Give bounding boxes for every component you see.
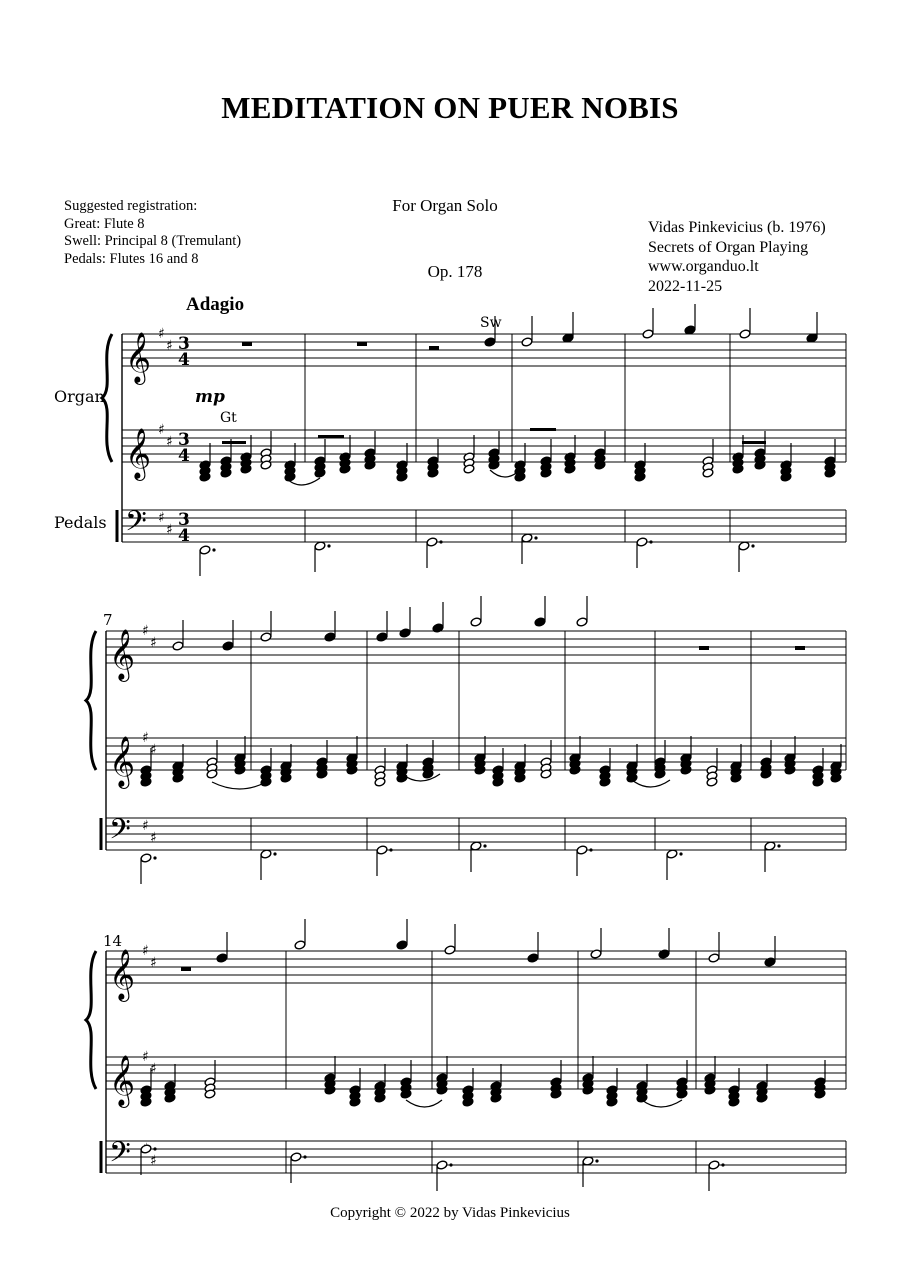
dot bbox=[273, 852, 276, 855]
bass-clef-icon: 𝄢 bbox=[109, 1136, 131, 1176]
beam bbox=[318, 435, 344, 438]
pedals-label: Pedals bbox=[54, 513, 107, 532]
note-head bbox=[444, 945, 456, 955]
note-head bbox=[658, 949, 670, 959]
bass-clef-icon: 𝄢 bbox=[109, 813, 131, 853]
note-head bbox=[432, 623, 444, 633]
time-signature-bottom: 4 bbox=[178, 446, 190, 466]
manual-label-swell: Sw bbox=[480, 315, 502, 331]
sharp-icon: ♯ bbox=[150, 955, 157, 971]
note-head bbox=[534, 617, 546, 627]
organ-label: Organ bbox=[54, 387, 105, 406]
measure-number: 7 bbox=[103, 611, 113, 629]
note-head bbox=[294, 940, 306, 950]
dot bbox=[449, 1163, 452, 1166]
sharp-icon: ♯ bbox=[158, 510, 165, 526]
pedal-note-head bbox=[290, 1152, 302, 1162]
treble-clef-icon: 𝄞 bbox=[125, 332, 152, 383]
treble-clef-icon: 𝄞 bbox=[109, 949, 136, 1000]
registration-heading: Suggested registration: bbox=[64, 198, 198, 214]
dot bbox=[534, 536, 537, 539]
page-title: MEDITATION ON PUER NOBIS bbox=[221, 90, 679, 125]
pedal-note-head bbox=[426, 537, 438, 547]
time-signature-top: 3 bbox=[178, 334, 190, 354]
note-head bbox=[260, 632, 272, 642]
tempo-marking: Adagio bbox=[186, 294, 245, 315]
dot bbox=[649, 540, 652, 543]
time-signature-top: 3 bbox=[178, 510, 190, 530]
beam bbox=[742, 441, 766, 444]
dot bbox=[595, 1159, 598, 1162]
dot bbox=[589, 848, 592, 851]
whole-rest bbox=[699, 646, 709, 650]
pedal-note-head bbox=[376, 845, 388, 855]
treble-clef-icon: 𝄞 bbox=[109, 1055, 136, 1106]
note-head bbox=[764, 957, 776, 967]
beam bbox=[222, 441, 246, 444]
pedal-note-head bbox=[576, 845, 588, 855]
dot bbox=[327, 544, 330, 547]
sharp-icon: ♯ bbox=[166, 434, 173, 450]
whole-rest bbox=[357, 342, 367, 346]
note-head bbox=[590, 949, 602, 959]
sharp-icon: ♯ bbox=[142, 818, 149, 834]
composer-series: Secrets of Organ Playing bbox=[648, 238, 809, 256]
manual-label-great: Gt bbox=[220, 410, 237, 426]
note-head bbox=[484, 337, 496, 347]
note-head bbox=[399, 628, 411, 638]
dot bbox=[483, 844, 486, 847]
registration-swell: Swell: Principal 8 (Tremulant) bbox=[64, 233, 242, 249]
tie bbox=[632, 780, 670, 787]
pedal-note-head bbox=[636, 537, 648, 547]
tie bbox=[406, 1100, 442, 1107]
bass-clef-icon: 𝄢 bbox=[125, 505, 147, 545]
tie bbox=[402, 774, 440, 781]
treble-clef-icon: 𝄞 bbox=[125, 428, 152, 479]
registration-pedals: Pedals: Flutes 16 and 8 bbox=[64, 250, 199, 267]
time-signature-bottom: 4 bbox=[178, 526, 190, 546]
time-signature-top: 3 bbox=[178, 430, 190, 450]
dot bbox=[751, 544, 754, 547]
time-signature-bottom: 4 bbox=[178, 350, 190, 370]
sharp-icon: ♯ bbox=[166, 338, 173, 354]
dot bbox=[212, 548, 215, 551]
dot bbox=[303, 1155, 306, 1158]
note-head bbox=[216, 953, 228, 963]
pedal-note-head bbox=[140, 853, 152, 863]
measure-number: 14 bbox=[103, 932, 123, 950]
sharp-icon: ♯ bbox=[150, 830, 157, 846]
opus-number: Op. 178 bbox=[427, 262, 483, 281]
dynamic-marking: mp bbox=[195, 387, 225, 407]
note-head bbox=[396, 940, 408, 950]
treble-clef-icon: 𝄞 bbox=[109, 629, 136, 680]
sharp-icon: ♯ bbox=[150, 635, 157, 651]
composition-date: 2022-11-25 bbox=[648, 277, 723, 295]
sharp-icon: ♯ bbox=[142, 623, 149, 639]
beam bbox=[530, 428, 556, 431]
dot bbox=[153, 856, 156, 859]
dot bbox=[777, 844, 780, 847]
pedal-note-head bbox=[436, 1160, 448, 1170]
treble-clef-icon: 𝄞 bbox=[109, 736, 136, 787]
pedal-note-head bbox=[708, 1160, 720, 1170]
composer-website: www.organduo.lt bbox=[648, 258, 759, 275]
tie bbox=[642, 1100, 682, 1107]
sharp-icon: ♯ bbox=[158, 422, 165, 438]
note-head bbox=[324, 632, 336, 642]
note-head bbox=[172, 641, 184, 651]
note-head bbox=[739, 329, 751, 339]
sharp-icon: ♯ bbox=[150, 1061, 157, 1077]
subtitle: For Organ Solo bbox=[392, 196, 498, 215]
registration-great: Great: Flute 8 bbox=[64, 215, 145, 232]
whole-rest bbox=[181, 967, 191, 971]
note-head bbox=[708, 953, 720, 963]
dot bbox=[679, 852, 682, 855]
dot bbox=[389, 848, 392, 851]
dot bbox=[439, 540, 442, 543]
note-head bbox=[576, 617, 588, 627]
note-head bbox=[222, 641, 234, 651]
note-head bbox=[470, 617, 482, 627]
staff-brace bbox=[86, 951, 96, 1089]
sharp-icon: ♯ bbox=[142, 730, 149, 746]
note-head bbox=[527, 953, 539, 963]
copyright: Copyright © 2022 by Vidas Pinkevicius bbox=[330, 1205, 570, 1221]
sharp-icon: ♯ bbox=[166, 522, 173, 538]
whole-rest bbox=[795, 646, 805, 650]
sharp-icon: ♯ bbox=[150, 742, 157, 758]
composer-name: Vidas Pinkevicius (b. 1976) bbox=[648, 219, 826, 236]
dot bbox=[153, 1147, 156, 1150]
sharp-icon: ♯ bbox=[142, 943, 149, 959]
pedal-note-head bbox=[199, 545, 211, 555]
dot bbox=[721, 1163, 724, 1166]
sharp-icon: ♯ bbox=[158, 326, 165, 342]
whole-rest bbox=[429, 346, 439, 350]
note-head bbox=[642, 329, 654, 339]
tie bbox=[212, 782, 266, 789]
whole-rest bbox=[242, 342, 252, 346]
note-head bbox=[376, 632, 388, 642]
staff-brace bbox=[86, 631, 96, 770]
sharp-icon: ♯ bbox=[142, 1049, 149, 1065]
note-head bbox=[521, 337, 533, 347]
sharp-icon: ♯ bbox=[150, 1153, 157, 1169]
